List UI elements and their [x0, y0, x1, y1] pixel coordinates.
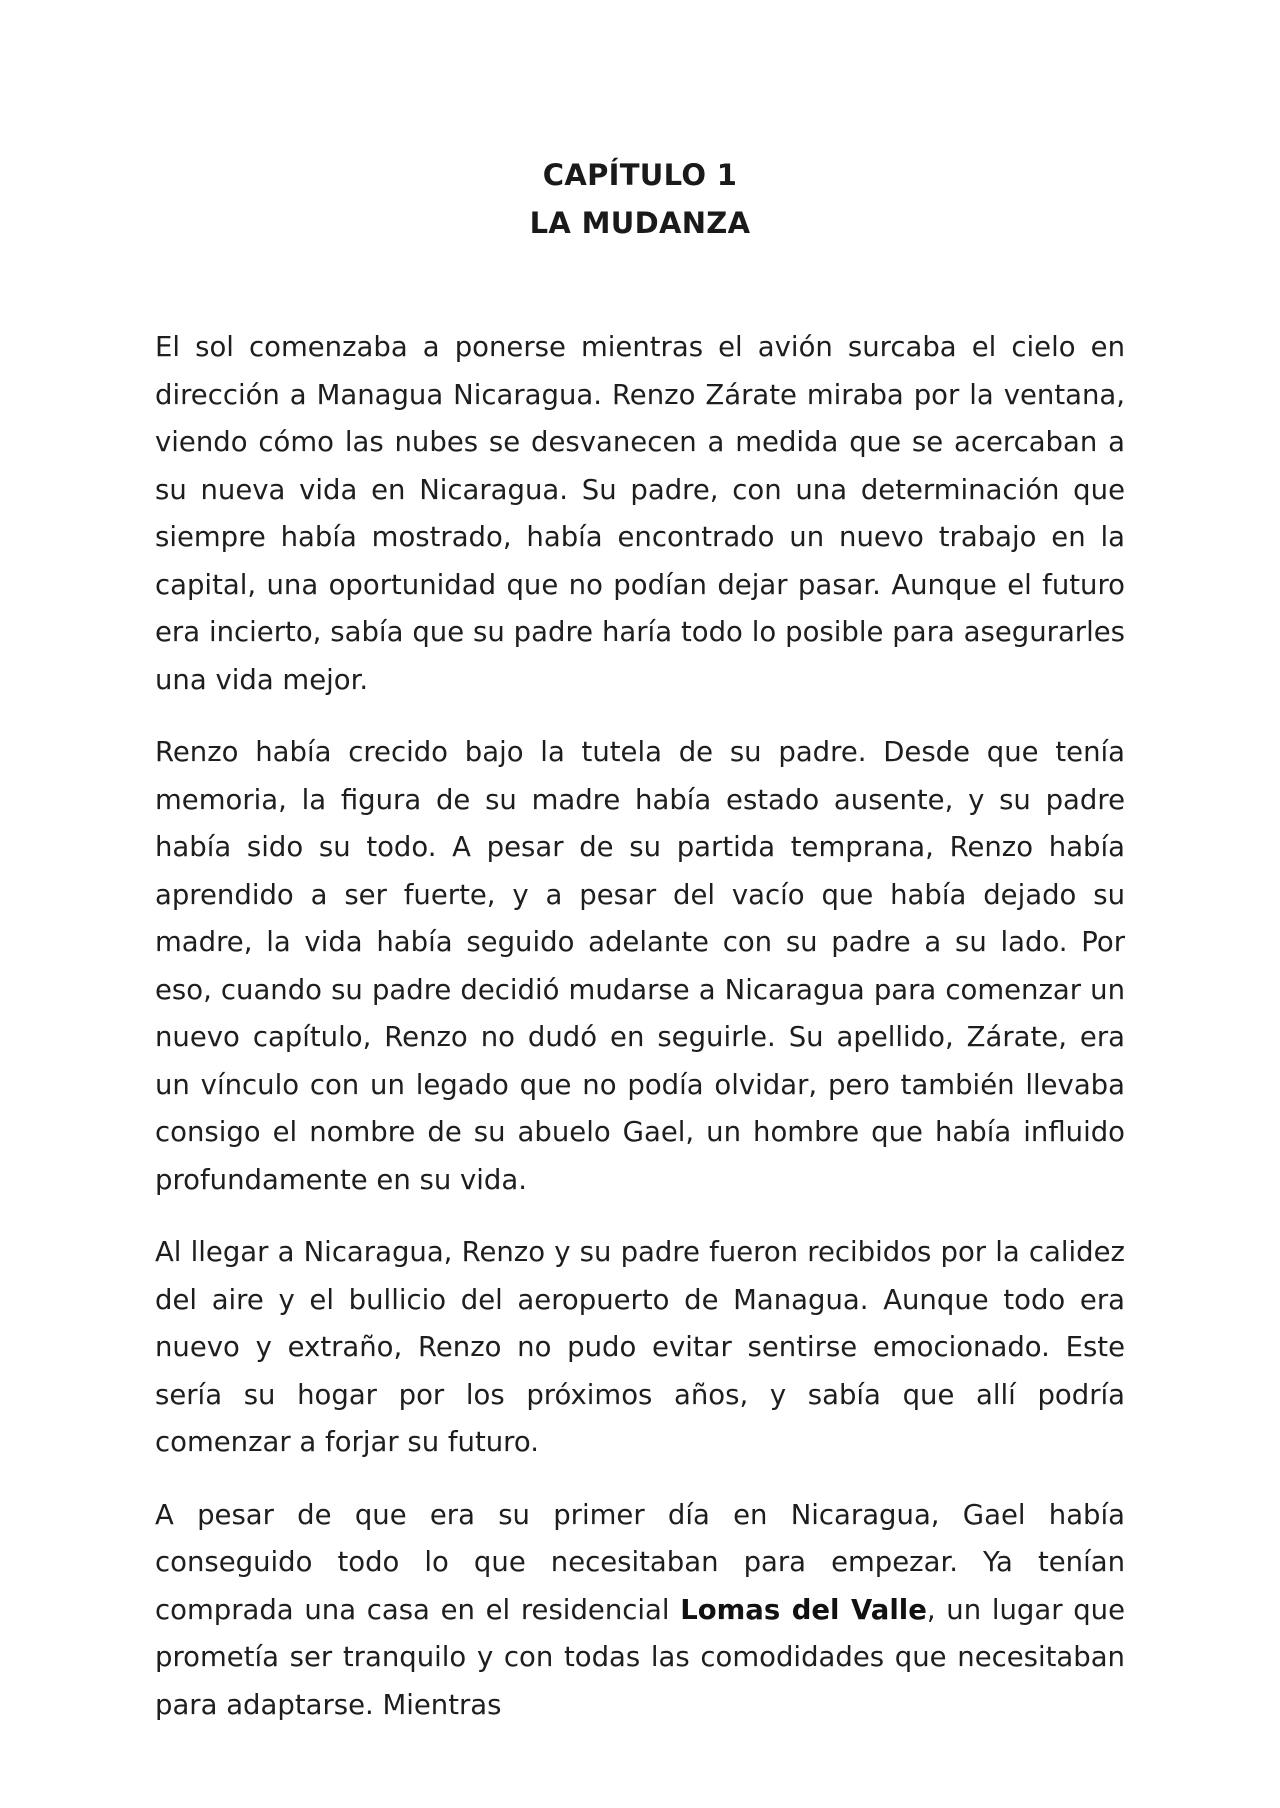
- chapter-title: LA MUDANZA: [529, 206, 751, 240]
- chapter-number: CAPÍTULO 1: [542, 158, 738, 192]
- paragraph-1: El sol comenzaba a ponerse mientras el avión surcaba el cielo en dirección a Managua Nicaragua. Renzo Zárate miraba por la ventana, viendo cómo las nubes se desvanecen a medida que se acercaban a su nueva vida en Nicaragua. Su padre, con una determinación que siempre había mostrado, había encontrado un nuevo trabajo en la capital, una oportunidad que no podían dejar pasar. Aunque el futuro era incierto, sabía que su padre haría todo lo posible para asegurarles una vida mejor.: [155, 331, 1125, 696]
- paragraph-4-text-before: A pesar de que era su primer día en Nicaragua, Gael había conseguido todo lo que necesitaban para empezar. Ya tenían comprada una casa en el residencial: [155, 1498, 1125, 1626]
- paragraph-4-text-after: , un lugar que prometía ser tranquilo y con todas las comodidades que necesitaban para adaptarse. Mientras: [155, 1593, 1125, 1721]
- paragraph-2: Renzo había crecido bajo la tutela de su padre. Desde que tenía memoria, la figura de su madre había estado ausente, y su padre había sido su todo. A pesar de su partida temprana, Renzo había aprendido a ser fuerte, y a pesar del vacío que había dejado su madre, la vida había seguido adelante con su padre a su lado. Por eso, cuando su padre decidió mudarse a Nicaragua para comenzar un nuevo capítulo, Renzo no dudó en seguirle. Su apellido, Zárate, era un vínculo con un legado que no podía olvidar, pero también llevaba consigo el nombre de su abuelo Gael, un hombre que había influido profundamente en su vida.: [155, 736, 1125, 1196]
- chapter-body: [155, 324, 1125, 1754]
- paragraph-4: [155, 1492, 1125, 1730]
- paragraph-3: Al llegar a Nicaragua, Renzo y su padre fueron recibidos por la calidez del aire y el bullicio del aeropuerto de Managua. Aunque todo era nuevo y extraño, Renzo no pudo evitar sentirse emocionado. Este sería su hogar por los próximos años, y sabía que allí podría comenzar a forjar su futuro.: [155, 1236, 1125, 1458]
- residential-name: Lomas del Valle: [680, 1593, 927, 1626]
